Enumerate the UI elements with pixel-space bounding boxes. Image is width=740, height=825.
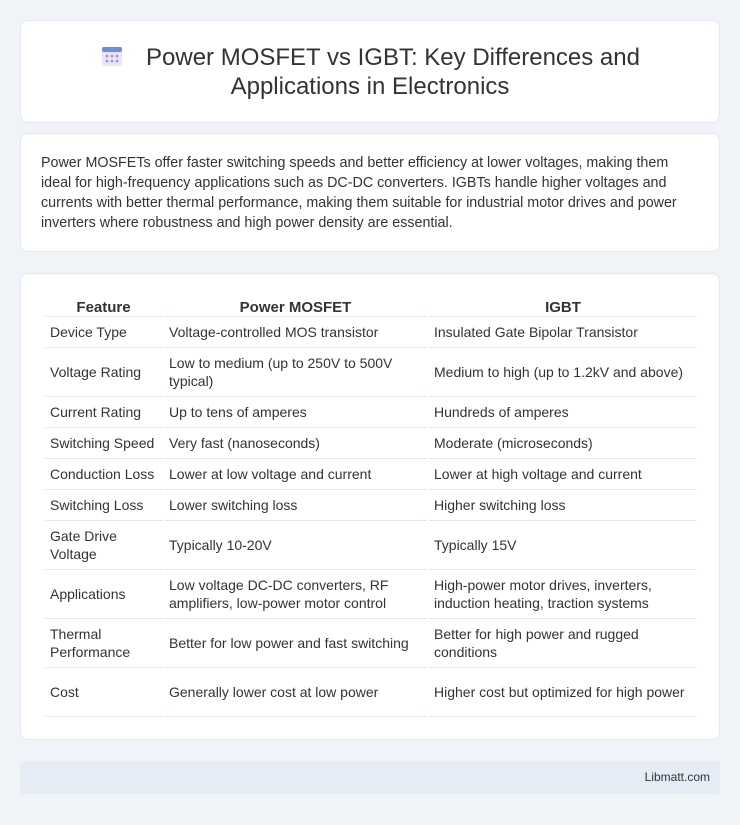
igbt-cell: Insulated Gate Bipolar Transistor <box>429 317 697 348</box>
igbt-cell: Hundreds of amperes <box>429 397 697 428</box>
summary-card <box>20 133 720 252</box>
feature-cell: Current Rating <box>45 397 162 428</box>
mosfet-cell: Lower switching loss <box>164 490 427 521</box>
igbt-cell: Typically 15V <box>429 521 697 570</box>
comparison-card <box>20 273 720 740</box>
table-row <box>45 521 697 570</box>
mosfet-cell: Voltage-controlled MOS transistor <box>164 317 427 348</box>
summary-text: Power MOSFETs offer faster switching speeds and better efficiency at lower voltages, making them ideal for high-frequency applications such as DC-DC converters. IGBTs handle higher voltages and currents with better thermal performance, making them suitable for industrial motor drives and power inverters where robustness and high power density are essential. <box>41 155 677 231</box>
mosfet-cell: Low voltage DC-DC converters, RF amplifiers, low-power motor control <box>164 570 427 619</box>
table-header-row <box>45 297 697 317</box>
igbt-cell: Higher cost but optimized for high power <box>429 668 697 717</box>
title-line-2: Applications in Electronics <box>230 73 510 100</box>
table-row <box>45 317 697 348</box>
feature-cell: Cost <box>45 668 162 717</box>
igbt-cell: Higher switching loss <box>429 490 697 521</box>
comparison-table <box>43 297 699 717</box>
table-row <box>45 668 697 717</box>
mosfet-cell: Very fast (nanoseconds) <box>164 428 427 459</box>
table-row <box>45 570 697 619</box>
mosfet-cell: Better for low power and fast switching <box>164 619 427 668</box>
feature-cell: Applications <box>45 570 162 619</box>
title-line-1: Power MOSFET vs IGBT: Key Differences and <box>146 44 640 71</box>
feature-cell: Gate Drive Voltage <box>45 521 162 570</box>
header-igbt: IGBT <box>429 297 697 317</box>
title-card <box>20 20 720 123</box>
feature-cell: Switching Speed <box>45 428 162 459</box>
table-row <box>45 490 697 521</box>
table-row <box>45 428 697 459</box>
table-row <box>45 348 697 397</box>
mosfet-cell: Lower at low voltage and current <box>164 459 427 490</box>
table-row <box>45 459 697 490</box>
footer <box>20 761 720 794</box>
header-feature: Feature <box>45 297 162 317</box>
calendar-icon <box>100 44 124 68</box>
igbt-cell: Better for high power and rugged conditions <box>429 619 697 668</box>
mosfet-cell: Up to tens of amperes <box>164 397 427 428</box>
igbt-cell: Lower at high voltage and current <box>429 459 697 490</box>
feature-cell: Switching Loss <box>45 490 162 521</box>
igbt-cell: High-power motor drives, inverters, induction heating, traction systems <box>429 570 697 619</box>
mosfet-cell: Generally lower cost at low power <box>164 668 427 717</box>
feature-cell: Thermal Performance <box>45 619 162 668</box>
feature-cell: Device Type <box>45 317 162 348</box>
feature-cell: Voltage Rating <box>45 348 162 397</box>
mosfet-cell: Low to medium (up to 250V to 500V typical) <box>164 348 427 397</box>
header-mosfet: Power MOSFET <box>164 297 427 317</box>
footer-brand-link[interactable]: Libmatt.com <box>644 770 710 784</box>
page-title <box>21 43 719 101</box>
feature-cell: Conduction Loss <box>45 459 162 490</box>
table-row <box>45 619 697 668</box>
table-row <box>45 397 697 428</box>
igbt-cell: Medium to high (up to 1.2kV and above) <box>429 348 697 397</box>
igbt-cell: Moderate (microseconds) <box>429 428 697 459</box>
mosfet-cell: Typically 10-20V <box>164 521 427 570</box>
